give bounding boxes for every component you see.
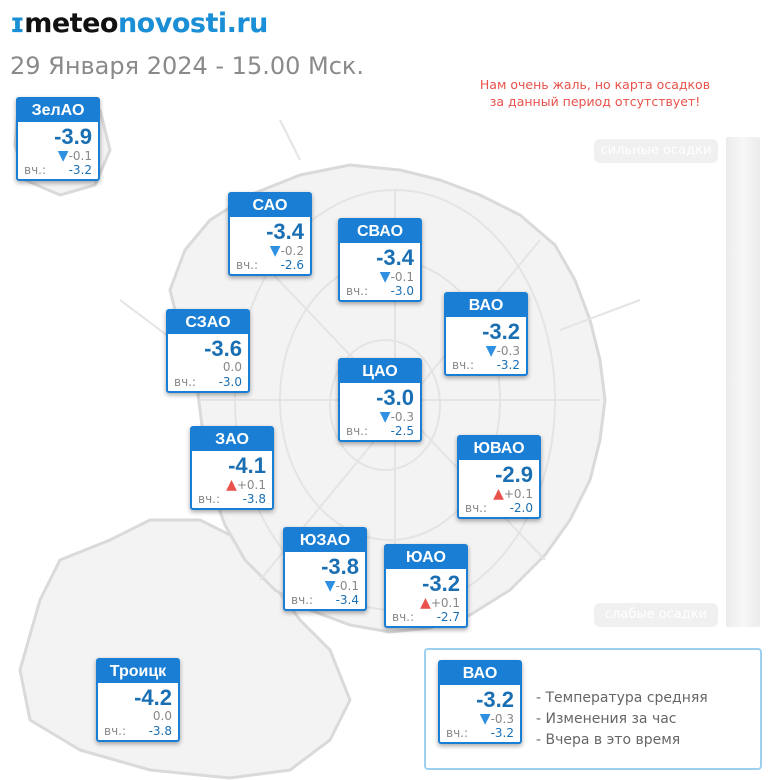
down-arrow-icon: ▼ (479, 711, 491, 727)
card-yesterday (198, 492, 266, 506)
card-change (270, 243, 304, 259)
card-yesterday (24, 163, 92, 177)
card-change-value: +0.1 (430, 596, 460, 610)
card-yesterday-label: вч.: (392, 610, 415, 624)
card-yesterday-label: вч.: (446, 726, 469, 740)
card-temperature: -2.9 (495, 462, 533, 487)
card-yesterday-value: -3.8 (242, 492, 266, 506)
card-change-value: -0.3 (496, 344, 520, 358)
card-yesterday-label: вч.: (465, 501, 488, 515)
card-change (420, 595, 460, 611)
card-yesterday (346, 284, 414, 298)
card-yesterday (291, 593, 359, 607)
card-header: ВАО (446, 294, 526, 317)
card-header: ЮВАО (459, 437, 539, 460)
card-change (153, 709, 172, 723)
legend-item-hourly-change: - Изменения за час (536, 711, 677, 727)
district-card[interactable] (190, 426, 274, 510)
no-precipitation-notice (440, 76, 750, 110)
card-yesterday-label: вч.: (452, 358, 475, 372)
card-temperature: -3.2 (482, 319, 520, 344)
card-change-value: -0.1 (335, 579, 359, 593)
card-header: СЗАО (168, 311, 248, 334)
card-change (486, 343, 520, 359)
card-change (58, 148, 92, 164)
down-arrow-icon: ▼ (269, 243, 281, 259)
district-card[interactable] (166, 309, 250, 393)
card-change (380, 269, 414, 285)
district-card[interactable] (457, 435, 541, 519)
card-header: ЮАО (386, 546, 466, 569)
card-yesterday-value: -3.2 (496, 358, 520, 372)
district-card[interactable] (338, 218, 422, 302)
logo-mark: ɪ (10, 8, 25, 39)
card-yesterday-value: -3.4 (335, 593, 359, 607)
card-yesterday (236, 258, 304, 272)
card-temperature: -3.6 (204, 336, 242, 361)
card-yesterday-value: -3.0 (218, 375, 242, 389)
card-header: ЗАО (192, 428, 272, 451)
card-change-value: +0.1 (503, 487, 533, 501)
card-change-value: 0.0 (152, 709, 172, 723)
card-yesterday-value: -2.6 (280, 258, 304, 272)
card-change (493, 486, 533, 502)
card-change-value: -0.2 (280, 244, 304, 258)
district-card[interactable] (96, 658, 180, 742)
up-arrow-icon: ▲ (226, 477, 237, 493)
district-card[interactable] (384, 544, 468, 628)
up-arrow-icon: ▲ (493, 486, 504, 502)
card-change-value: -0.1 (390, 270, 414, 284)
card-change (380, 409, 414, 425)
card-yesterday-value: -3.2 (490, 726, 514, 740)
card-yesterday (104, 724, 172, 738)
district-card[interactable] (444, 292, 528, 376)
card-header: ЗелАО (18, 99, 98, 122)
card-yesterday-value: -3.8 (148, 724, 172, 738)
card-yesterday-value: -3.0 (390, 284, 414, 298)
card-temperature: -3.4 (266, 219, 304, 244)
card-temperature: -4.1 (228, 453, 266, 478)
legend-item-temperature: - Температура средняя (536, 690, 708, 706)
card-temperature: -3.2 (476, 687, 514, 712)
card-yesterday-label: вч.: (346, 424, 369, 438)
down-arrow-icon: ▼ (57, 148, 69, 164)
card-yesterday-label: вч.: (198, 492, 221, 506)
card-temperature: -3.2 (422, 571, 460, 596)
scale-label-light: слабые осадки (594, 603, 718, 627)
card-yesterday (465, 501, 533, 515)
card-temperature: -3.0 (376, 385, 414, 410)
card-header: Троицк (98, 660, 178, 683)
district-card[interactable] (338, 358, 422, 442)
down-arrow-icon: ▼ (379, 269, 391, 285)
card-change-value: 0.0 (222, 360, 242, 374)
card-yesterday-value: -3.2 (68, 163, 92, 177)
card-yesterday-label: вч.: (104, 724, 127, 738)
up-arrow-icon: ▲ (420, 595, 431, 611)
district-card[interactable] (228, 192, 312, 276)
card-change-value: -0.3 (390, 410, 414, 424)
card-change (480, 711, 514, 727)
card-temperature: -3.4 (376, 245, 414, 270)
district-card[interactable] (283, 527, 367, 611)
card-yesterday (174, 375, 242, 389)
card-change (223, 360, 242, 374)
card-yesterday (446, 726, 514, 740)
card-header: ЦАО (340, 360, 420, 383)
card-header: ЮЗАО (285, 529, 365, 552)
card-yesterday-label: вч.: (346, 284, 369, 298)
logo-text-novosti: novosti.ru (117, 8, 268, 39)
card-change (226, 477, 266, 493)
card-change (325, 578, 359, 594)
card-yesterday-value: -2.0 (509, 501, 533, 515)
down-arrow-icon: ▼ (324, 578, 336, 594)
card-temperature: -3.8 (321, 554, 359, 579)
card-header: ВАО (440, 662, 520, 685)
card-header: САО (230, 194, 310, 217)
down-arrow-icon: ▼ (379, 409, 391, 425)
card-yesterday-value: -2.5 (390, 424, 414, 438)
card-yesterday-label: вч.: (236, 258, 259, 272)
precipitation-scale-bar (726, 137, 760, 627)
card-change-value: +0.1 (236, 478, 266, 492)
card-yesterday-label: вч.: (24, 163, 47, 177)
site-logo[interactable] (10, 8, 268, 39)
district-card[interactable] (16, 97, 100, 181)
down-arrow-icon: ▼ (485, 343, 497, 359)
card-yesterday-label: вч.: (174, 375, 197, 389)
scale-label-heavy: сильные осадки (594, 139, 718, 163)
card-yesterday (452, 358, 520, 372)
date-title: 29 Января 2024 - 15.00 Мск. (10, 52, 365, 80)
notice-line-2: за данный период отсутствует! (489, 94, 701, 109)
card-yesterday-label: вч.: (291, 593, 314, 607)
card-temperature: -4.2 (134, 685, 172, 710)
card-temperature: -3.9 (54, 124, 92, 149)
card-header: СВАО (340, 220, 420, 243)
legend-item-yesterday: - Вчера в это время (536, 732, 681, 748)
notice-line-1: Нам очень жаль, но карта осадков (479, 77, 711, 92)
card-change-value: -0.1 (68, 149, 92, 163)
card-yesterday (346, 424, 414, 438)
card-change-value: -0.3 (490, 712, 514, 726)
legend-example-card (438, 660, 522, 744)
card-yesterday-value: -2.7 (436, 610, 460, 624)
card-yesterday (392, 610, 460, 624)
logo-text-meteo: meteo (24, 8, 118, 39)
